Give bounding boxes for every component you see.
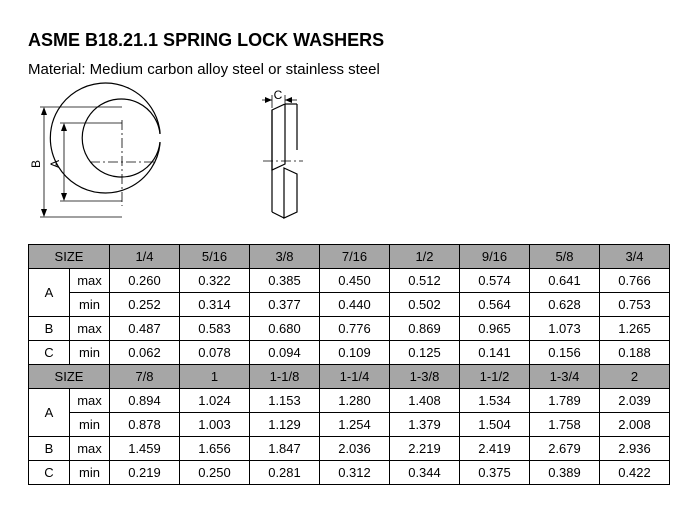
value-cell: 0.062 bbox=[110, 341, 180, 365]
dimension-cell: A bbox=[29, 389, 70, 437]
value-cell: 0.375 bbox=[460, 461, 530, 485]
value-cell: 0.450 bbox=[320, 269, 390, 293]
value-cell: 0.502 bbox=[390, 293, 460, 317]
size-cell: 7/16 bbox=[320, 245, 390, 269]
dimension-cell: B bbox=[29, 437, 70, 461]
value-cell: 1.379 bbox=[390, 413, 460, 437]
value-cell: 0.252 bbox=[110, 293, 180, 317]
dimension-cell: B bbox=[29, 317, 70, 341]
value-cell: 0.564 bbox=[460, 293, 530, 317]
value-cell: 1.003 bbox=[180, 413, 250, 437]
value-cell: 2.036 bbox=[320, 437, 390, 461]
value-cell: 2.419 bbox=[460, 437, 530, 461]
table-row bbox=[29, 413, 670, 437]
value-cell: 0.583 bbox=[180, 317, 250, 341]
size-cell: 1/2 bbox=[390, 245, 460, 269]
label-a: A bbox=[48, 159, 62, 169]
size-cell: 3/4 bbox=[600, 245, 670, 269]
size-cell: 1-3/8 bbox=[390, 365, 460, 389]
value-cell: 0.260 bbox=[110, 269, 180, 293]
value-cell: 0.322 bbox=[180, 269, 250, 293]
limit-type-cell: max bbox=[70, 389, 110, 413]
page-title: ASME B18.21.1 SPRING LOCK WASHERS bbox=[28, 30, 385, 50]
value-cell: 0.125 bbox=[390, 341, 460, 365]
size-cell: 7/8 bbox=[110, 365, 180, 389]
value-cell: 2.219 bbox=[390, 437, 460, 461]
value-cell: 0.188 bbox=[600, 341, 670, 365]
table-row bbox=[29, 461, 670, 485]
value-cell: 0.250 bbox=[180, 461, 250, 485]
value-cell: 1.280 bbox=[320, 389, 390, 413]
value-cell: 0.487 bbox=[110, 317, 180, 341]
size-cell: 3/8 bbox=[250, 245, 320, 269]
value-cell: 1.408 bbox=[390, 389, 460, 413]
value-cell: 0.312 bbox=[320, 461, 390, 485]
value-cell: 1.656 bbox=[180, 437, 250, 461]
value-cell: 1.534 bbox=[460, 389, 530, 413]
table-row bbox=[29, 269, 670, 293]
value-cell: 0.344 bbox=[390, 461, 460, 485]
value-cell: 0.281 bbox=[250, 461, 320, 485]
value-cell: 0.869 bbox=[390, 317, 460, 341]
value-cell: 0.078 bbox=[180, 341, 250, 365]
dimension-cell: C bbox=[29, 461, 70, 485]
value-cell: 0.628 bbox=[530, 293, 600, 317]
limit-type-cell: max bbox=[70, 269, 110, 293]
value-cell: 0.894 bbox=[110, 389, 180, 413]
value-cell: 0.377 bbox=[250, 293, 320, 317]
table-row bbox=[29, 437, 670, 461]
value-cell: 0.094 bbox=[250, 341, 320, 365]
value-cell: 0.109 bbox=[320, 341, 390, 365]
value-cell: 1.129 bbox=[250, 413, 320, 437]
value-cell: 1.789 bbox=[530, 389, 600, 413]
size-cell: 2 bbox=[600, 365, 670, 389]
value-cell: 1.459 bbox=[110, 437, 180, 461]
value-cell: 1.847 bbox=[250, 437, 320, 461]
table-row bbox=[29, 389, 670, 413]
value-cell: 2.936 bbox=[600, 437, 670, 461]
value-cell: 0.141 bbox=[460, 341, 530, 365]
size-cell: 5/8 bbox=[530, 245, 600, 269]
size-cell: 1-3/4 bbox=[530, 365, 600, 389]
value-cell: 0.965 bbox=[460, 317, 530, 341]
dimension-cell: C bbox=[29, 341, 70, 365]
spec-table bbox=[28, 244, 670, 485]
size-cell: 1/4 bbox=[110, 245, 180, 269]
value-cell: 0.389 bbox=[530, 461, 600, 485]
value-cell: 2.679 bbox=[530, 437, 600, 461]
limit-type-cell: min bbox=[70, 341, 110, 365]
size-label: SIZE bbox=[29, 365, 110, 389]
size-cell: 1 bbox=[180, 365, 250, 389]
value-cell: 0.385 bbox=[250, 269, 320, 293]
table-row bbox=[29, 317, 670, 341]
value-cell: 0.422 bbox=[600, 461, 670, 485]
value-cell: 0.156 bbox=[530, 341, 600, 365]
table-row bbox=[29, 341, 670, 365]
dimension-cell: A bbox=[29, 269, 70, 317]
value-cell: 0.680 bbox=[250, 317, 320, 341]
size-header-row bbox=[29, 365, 670, 389]
limit-type-cell: max bbox=[70, 317, 110, 341]
value-cell: 0.641 bbox=[530, 269, 600, 293]
value-cell: 0.776 bbox=[320, 317, 390, 341]
size-cell: 1-1/8 bbox=[250, 365, 320, 389]
label-c: C bbox=[273, 88, 283, 102]
value-cell: 1.504 bbox=[460, 413, 530, 437]
size-header-row bbox=[29, 245, 670, 269]
value-cell: 0.440 bbox=[320, 293, 390, 317]
limit-type-cell: min bbox=[70, 293, 110, 317]
value-cell: 0.219 bbox=[110, 461, 180, 485]
value-cell: 0.766 bbox=[600, 269, 670, 293]
value-cell: 1.254 bbox=[320, 413, 390, 437]
size-cell: 5/16 bbox=[180, 245, 250, 269]
value-cell: 0.574 bbox=[460, 269, 530, 293]
size-cell: 1-1/4 bbox=[320, 365, 390, 389]
value-cell: 1.758 bbox=[530, 413, 600, 437]
value-cell: 0.753 bbox=[600, 293, 670, 317]
value-cell: 0.878 bbox=[110, 413, 180, 437]
limit-type-cell: min bbox=[70, 461, 110, 485]
value-cell: 2.039 bbox=[600, 389, 670, 413]
material-subtitle: Material: Medium carbon alloy steel or stainless steel bbox=[28, 61, 380, 78]
value-cell: 1.153 bbox=[250, 389, 320, 413]
limit-type-cell: max bbox=[70, 437, 110, 461]
value-cell: 0.512 bbox=[390, 269, 460, 293]
label-b: B bbox=[29, 159, 43, 169]
table-row bbox=[29, 293, 670, 317]
size-label: SIZE bbox=[29, 245, 110, 269]
size-cell: 1-1/2 bbox=[460, 365, 530, 389]
limit-type-cell: min bbox=[70, 413, 110, 437]
size-cell: 9/16 bbox=[460, 245, 530, 269]
value-cell: 1.265 bbox=[600, 317, 670, 341]
value-cell: 0.314 bbox=[180, 293, 250, 317]
value-cell: 2.008 bbox=[600, 413, 670, 437]
washer-front-view bbox=[50, 83, 160, 193]
washer-drawing bbox=[0, 0, 700, 240]
value-cell: 1.024 bbox=[180, 389, 250, 413]
value-cell: 1.073 bbox=[530, 317, 600, 341]
